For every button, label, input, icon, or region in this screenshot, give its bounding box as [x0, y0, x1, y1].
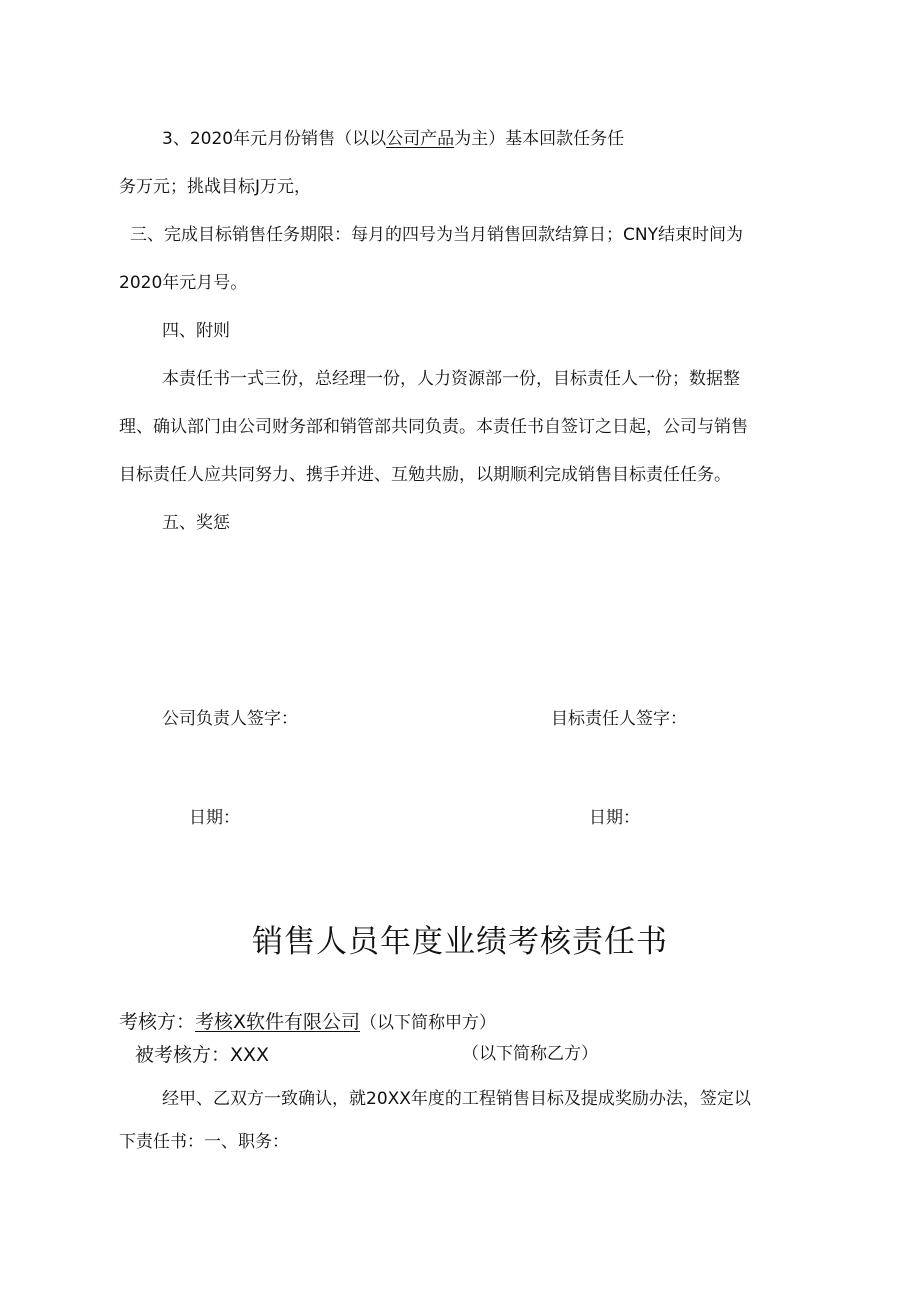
section4-para-line3: 目标责任人应共同努力、携手并进、互勉共励，以期顺利完成销售目标责任任务。 — [119, 465, 731, 485]
company-product-link[interactable]: 公司产品 — [386, 129, 455, 149]
section5-heading: 五、奖惩 — [162, 513, 230, 533]
assessee-suffix: （以下简称乙方） — [462, 1044, 598, 1064]
section4-heading: 四、附则 — [162, 321, 230, 341]
section3-line2: 2020年元月号。 — [119, 273, 248, 293]
intro-line1: 经甲、乙双方一致确认，就20XX年度的工程销售目标及提成奖励办法，签定以 — [162, 1089, 751, 1109]
assessee-label: 被考核方：XXX — [135, 1044, 270, 1066]
assessor-line — [119, 1009, 496, 1036]
company-signature-label: 公司负责人签字： — [162, 709, 298, 729]
date-left-label: 日期： — [189, 808, 240, 828]
document-title: 销售人员年度业绩考核责任书 — [252, 924, 668, 960]
item3-line2: 务万元；挑战目标J万元， — [119, 177, 312, 197]
assessor-suffix: （以下简称甲方） — [360, 1013, 497, 1033]
section3-line1: 三、完成目标销售任务期限：每月的四号为当月销售回款结算日；CNY结束时间为 — [130, 225, 743, 245]
assessor-company-link[interactable]: 考核X软件有限公司 — [195, 1011, 361, 1033]
section4-para-line2: 理、确认部门由公司财务部和销管部共同负责。本责任书自签订之日起，公司与销售 — [119, 417, 748, 437]
section4-para-line1: 本责任书一式三份，总经理一份，人力资源部一份，目标责任人一份；数据整 — [162, 369, 740, 389]
date-right-label: 日期： — [589, 808, 640, 828]
intro-line2: 下责任书：一、职务： — [119, 1132, 289, 1152]
item3-text-pre: 3、2020年元月份销售（以以 — [162, 129, 387, 149]
item3-line1 — [162, 127, 624, 151]
item3-text-post: 为主）基本回款任务任 — [454, 129, 625, 149]
assessor-label: 考核方： — [119, 1011, 196, 1033]
target-signature-label: 目标责任人签字： — [551, 709, 687, 729]
